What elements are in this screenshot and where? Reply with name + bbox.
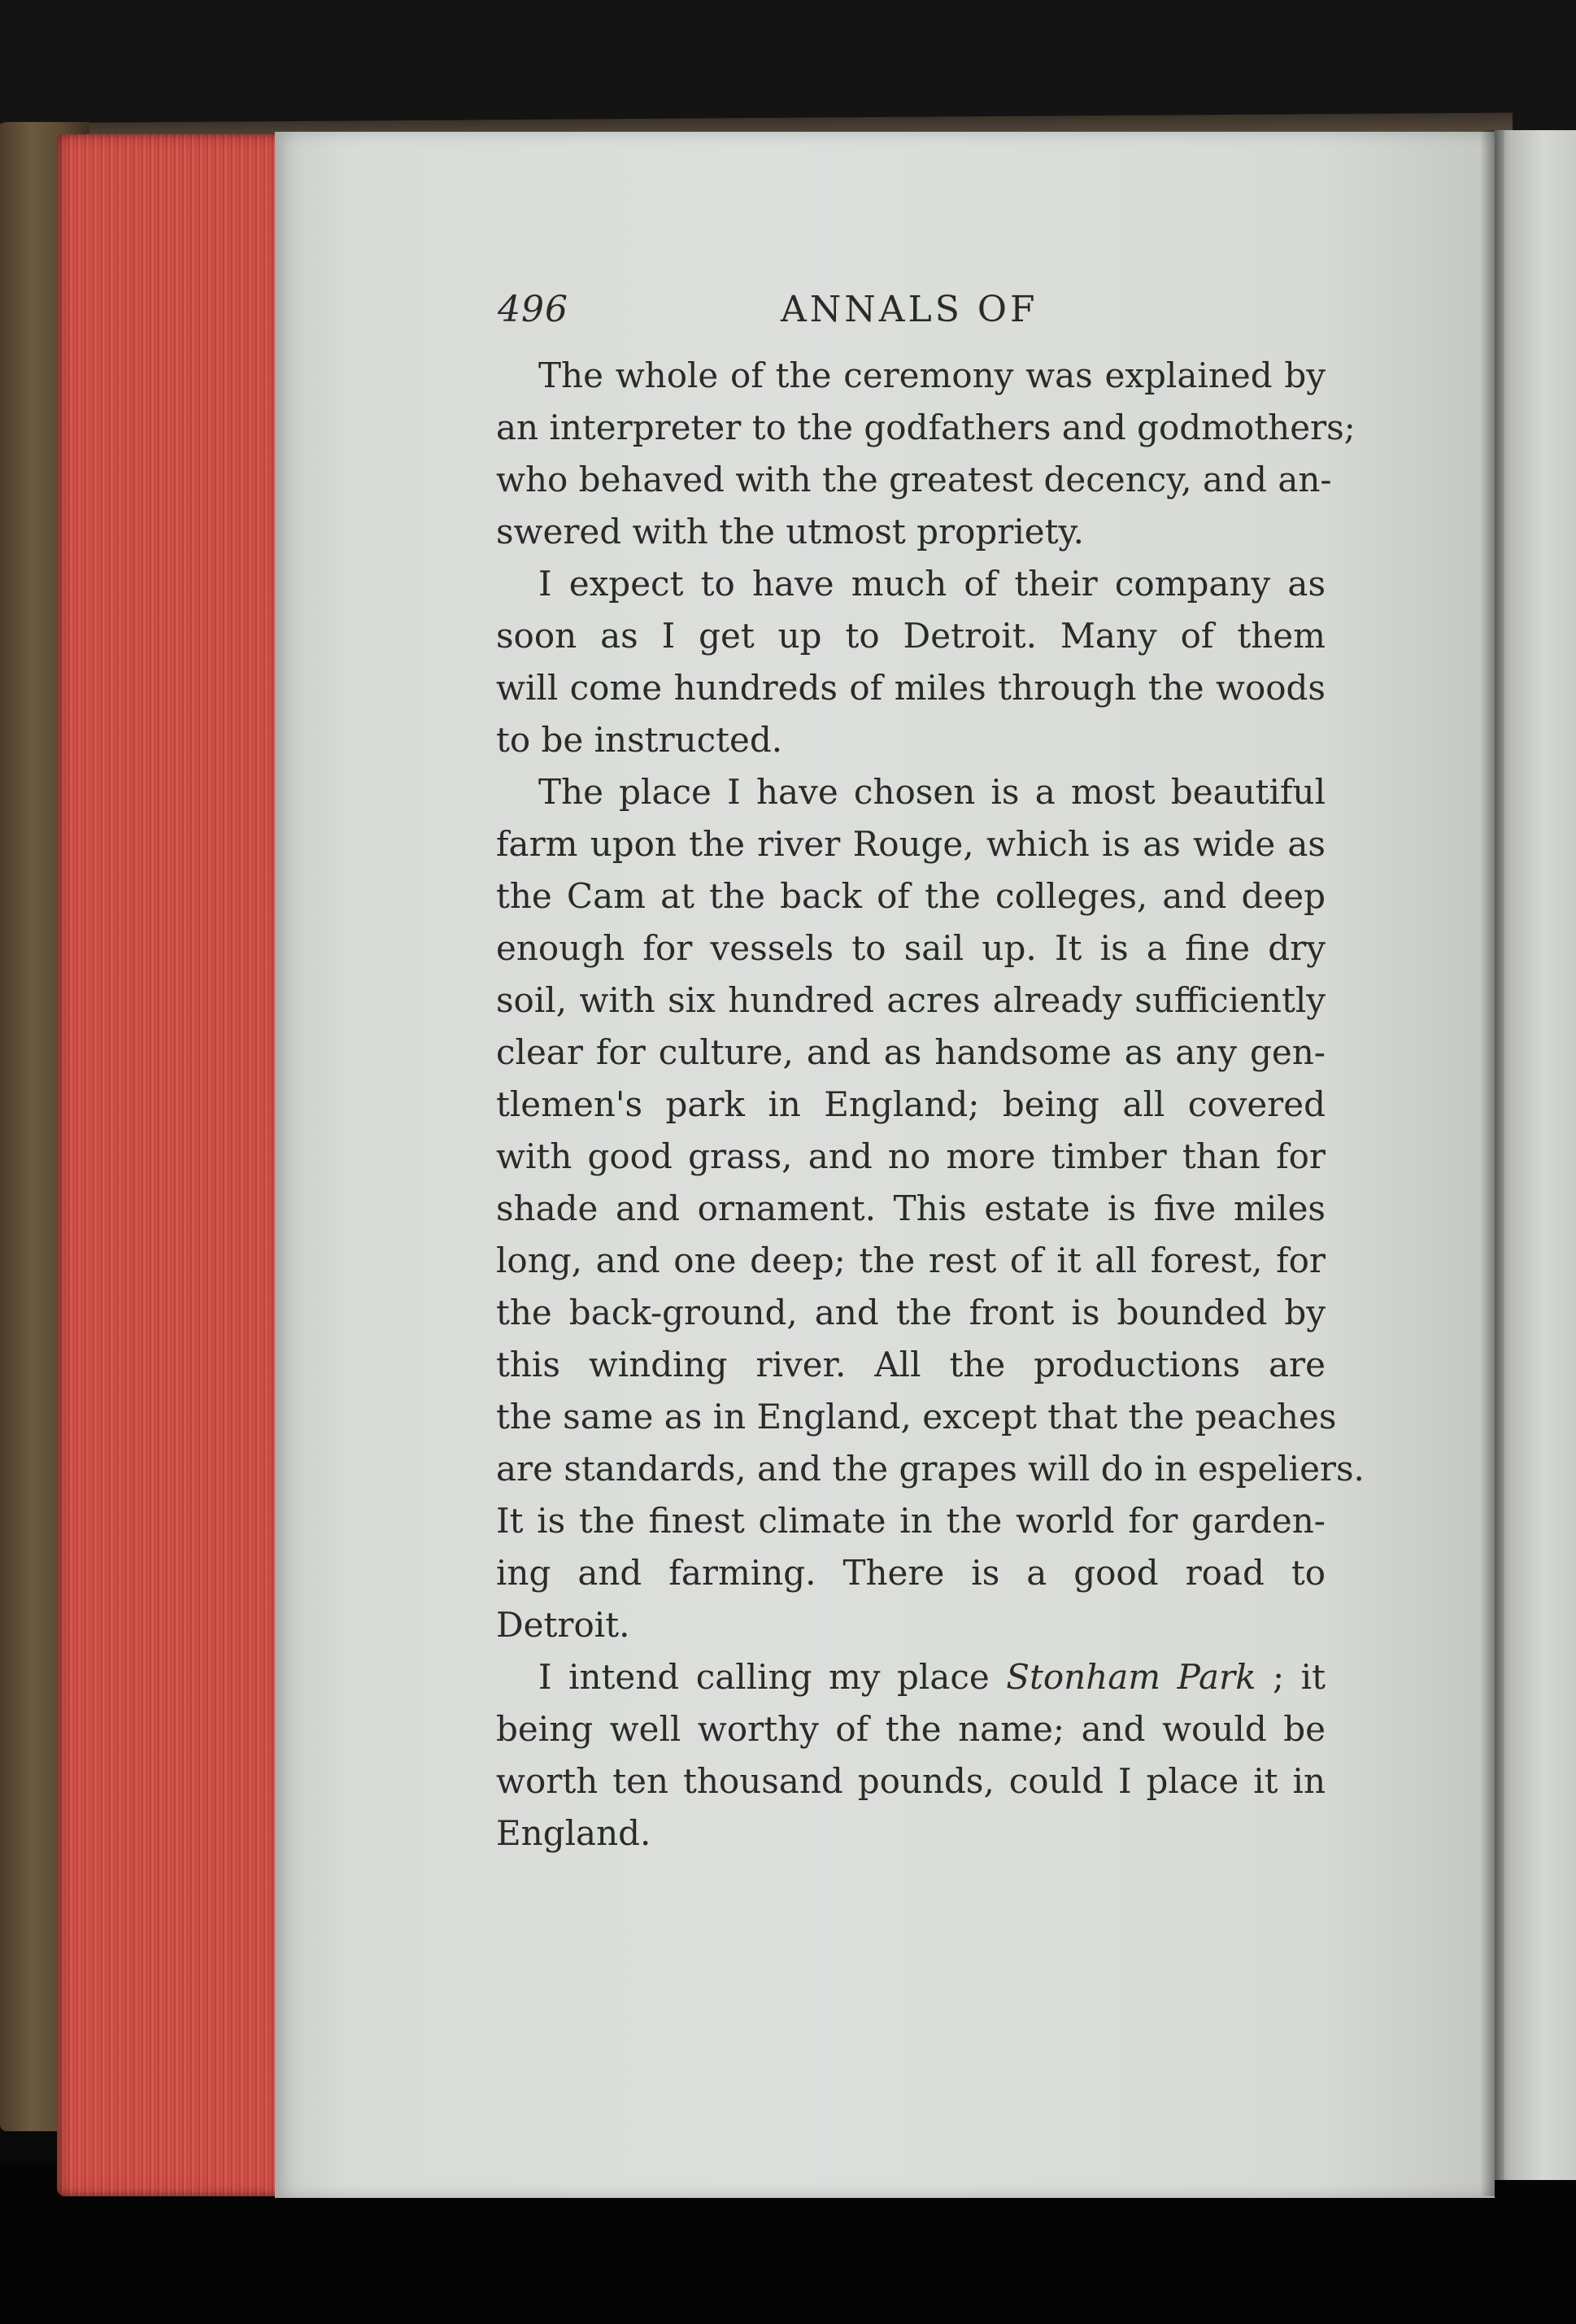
text-line: worth ten thousand pounds, could I place it in [496, 1761, 1326, 1801]
text-line: clear for culture, and as handsome as any gen- [496, 1032, 1326, 1072]
text-run: ; it [1256, 1657, 1326, 1697]
text-line: England. [496, 1813, 651, 1853]
running-title: ANNALS OF [781, 289, 1038, 330]
paragraph [496, 558, 1326, 766]
red-page-edges [57, 134, 293, 2196]
text-run: I intend calling my place [538, 1657, 1007, 1697]
page-text [496, 273, 1365, 1860]
text-line: an interpreter to the godfathers and godmothers; [496, 408, 1356, 447]
text-line: I expect to have much of their company as [538, 564, 1326, 604]
text-line: are standards, and the grapes will do in espeliers. [496, 1449, 1365, 1489]
text-line: being well worthy of the name; and would be [496, 1709, 1326, 1749]
text-line: soil, with six hundred acres already sufficiently [496, 980, 1326, 1020]
text-line: shade and ornament. This estate is five miles [496, 1188, 1326, 1228]
text-line: the back-ground, and the front is bounded by [496, 1293, 1326, 1332]
text-line: The place I have chosen is a most beautiful [538, 772, 1326, 812]
text-line: the Cam at the back of the colleges, and deep [496, 876, 1326, 916]
text-line: will come hundreds of miles through the woods [496, 668, 1326, 708]
text-line: with good grass, and no more timber than for [496, 1136, 1326, 1176]
text-line: this winding river. All the productions are [496, 1345, 1326, 1384]
text-line: Detroit. [496, 1605, 630, 1645]
page-number: 496 [498, 289, 568, 330]
text-line: enough for vessels to sail up. It is a fine dry [496, 928, 1326, 968]
text-line: to be instructed. [496, 720, 783, 760]
text-line: The whole of the ceremony was explained by [538, 355, 1326, 395]
text-line: soon as I get up to Detroit. Many of them [496, 616, 1326, 656]
text-line: who behaved with the greatest decency, and an- [496, 460, 1332, 499]
paragraph [496, 1651, 1326, 1860]
book-gutter [1480, 130, 1504, 2196]
paragraph [496, 350, 1356, 558]
place-name: Stonham Park [1006, 1657, 1256, 1697]
text-line: ing and farming. There is a good road to [496, 1553, 1326, 1593]
text-line: It is the finest climate in the world for garden- [496, 1501, 1326, 1541]
text-line: farm upon the river Rouge, which is as wide as [496, 824, 1326, 864]
running-head [496, 273, 1326, 350]
text-line [496, 1651, 1326, 1703]
text-line: long, and one deep; the rest of it all forest, for [496, 1240, 1326, 1280]
text-line: swered with the utmost propriety. [496, 512, 1085, 552]
facing-page [1495, 130, 1576, 2180]
paragraph [496, 766, 1365, 1651]
text-line: tlemen's park in England; being all covered [496, 1084, 1326, 1124]
text-line: the same as in England, except that the peaches [496, 1397, 1337, 1437]
